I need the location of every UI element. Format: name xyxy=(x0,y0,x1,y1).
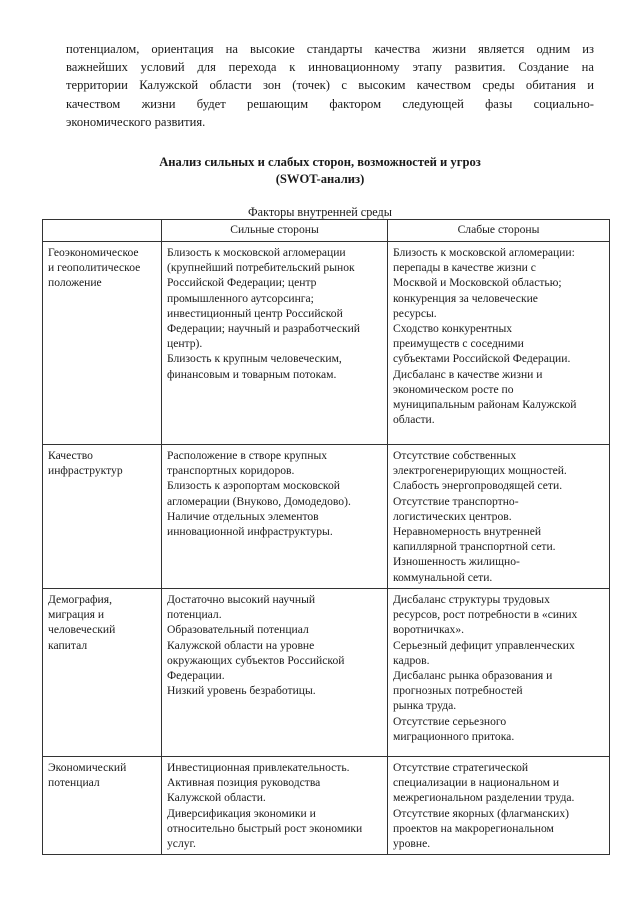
cell-line: Активная позиция руководства xyxy=(167,776,321,790)
weaknesses-cell xyxy=(388,589,610,757)
cell-line: Низкий уровень безработицы. xyxy=(167,684,316,698)
table-row xyxy=(43,589,610,757)
intro-line: территории Калужской области зон (точек) с высоким качеством среды обитания и xyxy=(66,78,594,93)
strengths-cell xyxy=(162,589,388,757)
cell-line: Качество xyxy=(48,449,93,462)
cell-line: финансовым и товарным потокам. xyxy=(167,367,337,381)
cell-line: Серьезный дефицит управленческих xyxy=(393,638,575,652)
cell-line: Изношенность жилищно- xyxy=(393,555,520,569)
cell-line: инфраструктур xyxy=(48,464,123,478)
cell-line: преимуществ с соседними xyxy=(393,337,524,351)
cell-line: Москвой и Московской областью; xyxy=(393,276,562,290)
cell-line: Федерации; научный и разработческий xyxy=(167,322,360,336)
cell-line: межрегиональном разделении труда. xyxy=(393,791,575,805)
cell-line: Сходство конкурентных xyxy=(393,322,513,336)
cell-line: логистических центров. xyxy=(393,509,512,523)
cell-line: Диверсификация экономики и xyxy=(167,806,316,820)
cell-line: капиллярной транспортной сети. xyxy=(393,540,556,554)
cell-line: центр). xyxy=(167,337,203,351)
cell-line: Близость к московской агломерации xyxy=(167,246,346,259)
cell-line: (крупнейший потребительский рынок xyxy=(167,261,355,275)
cell-line: прогнозных потребностей xyxy=(393,684,523,698)
cell-line: инвестиционный центр Российской xyxy=(167,306,343,320)
intro-line: потенциалом, ориентация на высокие стандарты качества жизни является одним из xyxy=(66,42,594,56)
cell-line: и геополитическое xyxy=(48,261,141,275)
intro-line: важнейших условий для перехода к инновационному этапу развития. Создание на xyxy=(66,60,594,75)
cell-line: капитал xyxy=(48,638,88,652)
cell-line: потенциал xyxy=(48,776,100,790)
cell-line: транспортных коридоров. xyxy=(167,464,295,478)
strengths-cell xyxy=(162,445,388,589)
intro-line: качеством жизни будет решающим фактором следующей фазы социально- xyxy=(66,96,594,111)
cell-line: Российской Федерации; центр xyxy=(167,276,317,290)
cell-line: Геоэкономическое xyxy=(48,246,139,259)
factor-cell xyxy=(43,757,162,855)
cell-line: Экономический xyxy=(48,761,127,774)
table-row xyxy=(43,757,610,855)
header-strengths: Сильные стороны xyxy=(162,220,388,242)
factor-cell xyxy=(43,589,162,757)
cell-line: области. xyxy=(393,413,435,427)
cell-line: муниципальным районам Калужской xyxy=(393,398,577,412)
cell-line: ресурсов, рост потребности в «синих xyxy=(393,608,578,622)
strengths-cell xyxy=(162,757,388,855)
section-heading-sub: (SWOT-анализ) xyxy=(275,172,365,186)
cell-line: Близость к московской агломерации: xyxy=(393,246,575,259)
cell-line: относительно быстрый рост экономики xyxy=(167,821,363,835)
factor-cell xyxy=(43,242,162,445)
cell-line: миграция и xyxy=(48,608,105,622)
header-factor xyxy=(43,220,162,242)
cell-line: Отсутствие стратегической xyxy=(393,761,529,774)
cell-line: Дисбаланс в качестве жизни и xyxy=(393,367,543,381)
cell-line: специализации в национальном и xyxy=(393,776,560,790)
cell-line: Образовательный потенциал xyxy=(167,623,309,637)
cell-line: Федерации. xyxy=(167,669,225,683)
cell-line: Инвестиционная привлекательность. xyxy=(167,761,350,774)
table-row xyxy=(43,242,610,445)
cell-line: конкуренция за человеческие xyxy=(393,291,538,305)
cell-line: перепады в качестве жизни с xyxy=(393,261,536,275)
cell-line: электрогенерирующих мощностей. xyxy=(393,464,567,478)
swot-table xyxy=(42,219,610,855)
cell-line: субъектами Российской Федерации. xyxy=(393,352,571,366)
cell-line: воротничках». xyxy=(393,623,465,637)
cell-line: Демография, xyxy=(48,593,112,606)
cell-line: Калужской области. xyxy=(167,791,266,805)
cell-line: Близость к аэропортам московской xyxy=(167,479,340,493)
cell-line: Дисбаланс рынка образования и xyxy=(393,669,553,683)
section-heading: Анализ сильных и слабых сторон, возможностей и угроз xyxy=(159,155,481,169)
cell-line: Достаточно высокий научный xyxy=(167,593,316,606)
cell-line: Отсутствие транспортно- xyxy=(393,494,519,508)
table-caption: Факторы внутренней среды xyxy=(248,205,392,219)
weaknesses-cell xyxy=(388,445,610,589)
cell-line: Отсутствие серьезного xyxy=(393,714,507,728)
cell-line: коммунальной сети. xyxy=(393,570,493,584)
table-row xyxy=(43,445,610,589)
cell-line: кадров. xyxy=(393,653,430,667)
cell-line: Неравномерность внутренней xyxy=(393,525,542,539)
cell-line: ресурсы. xyxy=(393,306,437,320)
intro-line: экономического развития. xyxy=(66,114,206,129)
cell-line: услуг. xyxy=(167,837,196,851)
cell-line: рынка труда. xyxy=(393,699,457,713)
strengths-cell xyxy=(162,242,388,445)
cell-line: Близость к крупным человеческим, xyxy=(167,352,342,366)
cell-line: проектов на макрорегиональном xyxy=(393,821,554,835)
cell-line: Калужской области на уровне xyxy=(167,638,315,652)
cell-line: Дисбаланс структуры трудовых xyxy=(393,593,550,606)
cell-line: человеческий xyxy=(48,623,116,637)
weaknesses-cell xyxy=(388,757,610,855)
weaknesses-cell xyxy=(388,242,610,445)
cell-line: промышленного аутсорсинга; xyxy=(167,291,314,305)
cell-line: инновационной инфраструктуры. xyxy=(167,525,333,539)
cell-line: экономическом росте по xyxy=(393,382,514,396)
cell-line: Отсутствие якорных (флагманских) xyxy=(393,806,570,820)
header-weaknesses: Слабые стороны xyxy=(388,220,610,242)
cell-line: Слабость энергопроводящей сети. xyxy=(393,479,563,493)
cell-line: уровне. xyxy=(393,837,431,851)
cell-line: миграционного притока. xyxy=(393,729,515,743)
intro-paragraph xyxy=(66,40,594,131)
cell-line: Расположение в створе крупных xyxy=(167,449,328,462)
cell-line: Наличие отдельных элементов xyxy=(167,509,319,523)
cell-line: окружающих субъектов Российской xyxy=(167,653,345,667)
cell-line: Отсутствие собственных xyxy=(393,449,517,462)
cell-line: положение xyxy=(48,276,102,290)
cell-line: потенциал. xyxy=(167,608,222,622)
factor-cell xyxy=(43,445,162,589)
cell-line: агломерации (Внуково, Домодедово). xyxy=(167,494,351,508)
table-header-row xyxy=(43,220,610,242)
